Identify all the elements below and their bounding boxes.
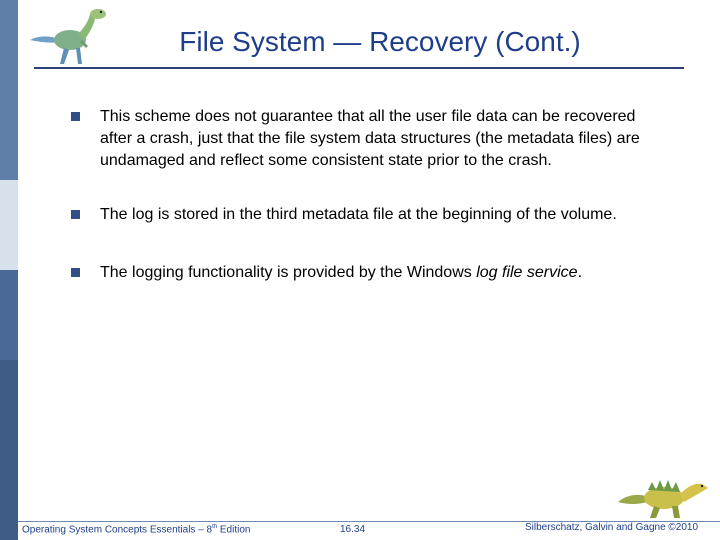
bullet-suffix: . — [577, 264, 583, 281]
bullet-text: The logging functionality is provided by the Windows — [100, 264, 477, 281]
bullet-list — [70, 106, 660, 284]
bullet-emphasis: log file service — [476, 264, 578, 281]
footer-copyright: Silberschatz, Galvin and Gagne ©2010 — [525, 522, 699, 533]
slide-title: File System — Recovery (Cont.) — [179, 26, 581, 57]
footer-page-number: 16.34 — [340, 524, 366, 535]
title-underline — [34, 67, 684, 69]
square-bullet-icon — [71, 268, 80, 277]
bullet-item — [70, 106, 660, 172]
bullet-item — [70, 204, 660, 226]
left-color-bar — [0, 0, 18, 540]
footer-book-title: Operating System Concepts Essentials – 8th Edition — [22, 524, 251, 536]
bullet-item — [70, 262, 660, 284]
square-bullet-icon — [71, 210, 80, 219]
bullet-text: This scheme does not guarantee that all the user file data can be recovered after a crash, just that the file system data structures (the metadata files) are undamaged and reflect some consistent state prior to the crash. — [100, 108, 640, 169]
bullet-text: The log is stored in the third metadata file at the beginning of the volume. — [100, 206, 617, 223]
dinosaur-logo-icon — [22, 4, 122, 68]
square-bullet-icon — [71, 112, 80, 121]
dinosaur-logo-icon — [612, 462, 712, 520]
